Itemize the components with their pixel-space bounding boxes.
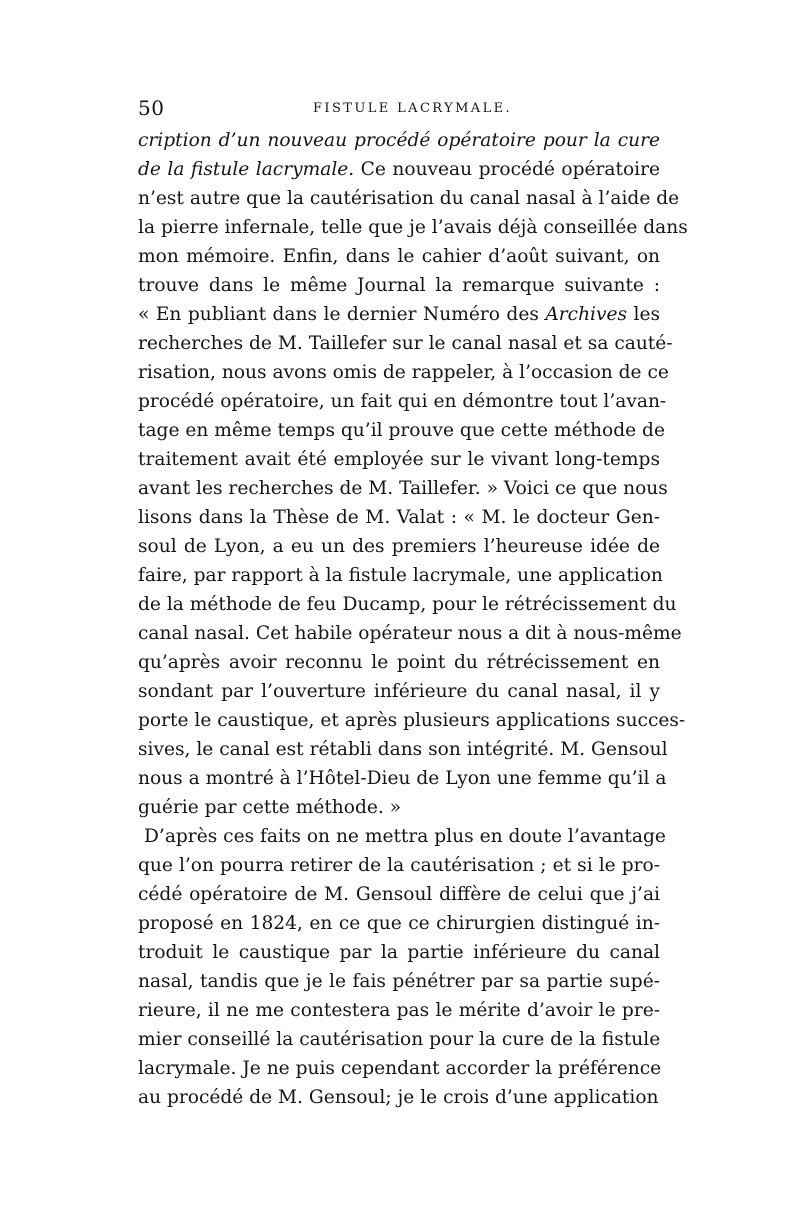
text-line <box>138 706 686 735</box>
text-line <box>138 532 660 561</box>
text-segment: Ce nouveau procédé opératoire <box>354 159 660 180</box>
italic-text: Archives <box>545 304 628 325</box>
text-line <box>138 793 660 822</box>
running-title: FISTULE LACRYMALE. <box>313 101 513 116</box>
text-segment: trouve dans le même Journal la remarque suivante : <box>138 275 660 296</box>
text-segment: sives, le canal est rétabli dans son intégrité. M. Gensoul <box>138 739 668 760</box>
text-line <box>138 648 660 677</box>
text-segment: rieure, il ne me contestera pas le mérite d’avoir le pre- <box>138 1000 660 1021</box>
text-segment: faire, par rapport à la fistule lacrymale, une application <box>138 565 663 586</box>
text-line <box>138 677 660 706</box>
text-segment: que l’on pourra retirer de la cautérisation ; et si le pro- <box>138 855 660 876</box>
text-segment: recherches de M. Taillefer sur le canal nasal et sa cauté- <box>138 333 673 354</box>
text-segment: proposé en 1824, en ce que ce chirurgien distingué in- <box>138 913 660 934</box>
text-segment: tage en même temps qu’il prouve que cette méthode de <box>138 420 665 441</box>
text-line <box>138 590 677 619</box>
text-segment: procédé opératoire, un fait qui en démontre tout l’avan- <box>138 391 667 412</box>
text-line <box>138 851 660 880</box>
text-line <box>138 996 660 1025</box>
text-line <box>138 619 682 648</box>
text-line <box>138 387 667 416</box>
text-line <box>138 1025 660 1054</box>
text-line <box>138 909 660 938</box>
text-line <box>138 822 666 851</box>
text-segment: risation, nous avons omis de rappeler, à l’occasion de ce <box>138 362 669 383</box>
text-line <box>138 329 673 358</box>
text-segment: troduit le caustique par la partie inférieure du canal <box>138 942 660 963</box>
text-segment: nasal, tandis que je le fais pénétrer par sa partie supé- <box>138 971 660 992</box>
text-line <box>138 126 660 155</box>
text-segment: guérie par cette méthode. » <box>138 797 402 818</box>
text-line <box>138 880 660 909</box>
text-segment: la pierre infernale, telle que je l’avais déjà conseillée dans <box>138 217 688 238</box>
text-line <box>138 1083 660 1112</box>
text-line <box>138 242 660 271</box>
text-segment: lacrymale. Je ne puis cependant accorder la préférence <box>138 1058 662 1079</box>
text-line <box>138 503 660 532</box>
text-segment: « En publiant dans le dernier Numéro des <box>138 304 546 325</box>
text-line <box>138 184 680 213</box>
text-segment: mier conseillé la cautérisation pour la cure de la fistule <box>138 1029 661 1050</box>
page-number: 50 <box>138 96 165 120</box>
text-segment: de la méthode de feu Ducamp, pour le rétrécissement du <box>138 594 677 615</box>
text-segment: au procédé de M. Gensoul; je le crois d’une application <box>138 1087 659 1108</box>
text-segment: les <box>627 304 661 325</box>
text-segment: mon mémoire. Enfin, dans le cahier d’août suivant, on <box>138 246 660 267</box>
body-text <box>138 126 688 1112</box>
text-line <box>138 561 663 590</box>
text-line <box>138 155 660 184</box>
text-line <box>138 416 665 445</box>
text-segment: qu’après avoir reconnu le point du rétrécissement en <box>138 652 660 673</box>
text-line <box>138 213 688 242</box>
text-line <box>138 300 660 329</box>
text-line <box>138 938 660 967</box>
text-line <box>138 1054 660 1083</box>
running-head <box>138 96 660 126</box>
text-segment: sondant par l’ouverture inférieure du canal nasal, il y <box>138 681 660 702</box>
text-line <box>138 735 668 764</box>
italic-text: cription d’un nouveau procédé opératoire pour la cure <box>138 130 660 151</box>
text-line <box>138 358 669 387</box>
text-line <box>138 271 660 300</box>
text-segment: traitement avait été employée sur le vivant long-temps <box>138 449 660 470</box>
text-line <box>138 764 667 793</box>
text-segment: n’est autre que la cautérisation du canal nasal à l’aide de <box>138 188 680 209</box>
text-segment: avant les recherches de M. Taillefer. » Voici ce que nous <box>138 478 668 499</box>
text-line <box>138 445 660 474</box>
text-line <box>138 474 668 503</box>
text-segment: cédé opératoire de M. Gensoul diffère de celui que j’ai <box>138 884 660 905</box>
text-segment: D’après ces faits on ne mettra plus en doute l’avantage <box>144 826 666 847</box>
italic-text: de la fistule lacrymale. <box>138 159 355 180</box>
text-segment: nous a montré à l’Hôtel-Dieu de Lyon une femme qu’il a <box>138 768 667 789</box>
text-segment: canal nasal. Cet habile opérateur nous a dit à nous-même <box>138 623 682 644</box>
text-segment: lisons dans la Thèse de M. Valat : « M. le docteur Gen- <box>138 507 660 528</box>
text-segment: soul de Lyon, a eu un des premiers l’heureuse idée de <box>138 536 660 557</box>
text-segment: porte le caustique, et après plusieurs applications succes- <box>138 710 686 731</box>
text-line <box>138 967 660 996</box>
